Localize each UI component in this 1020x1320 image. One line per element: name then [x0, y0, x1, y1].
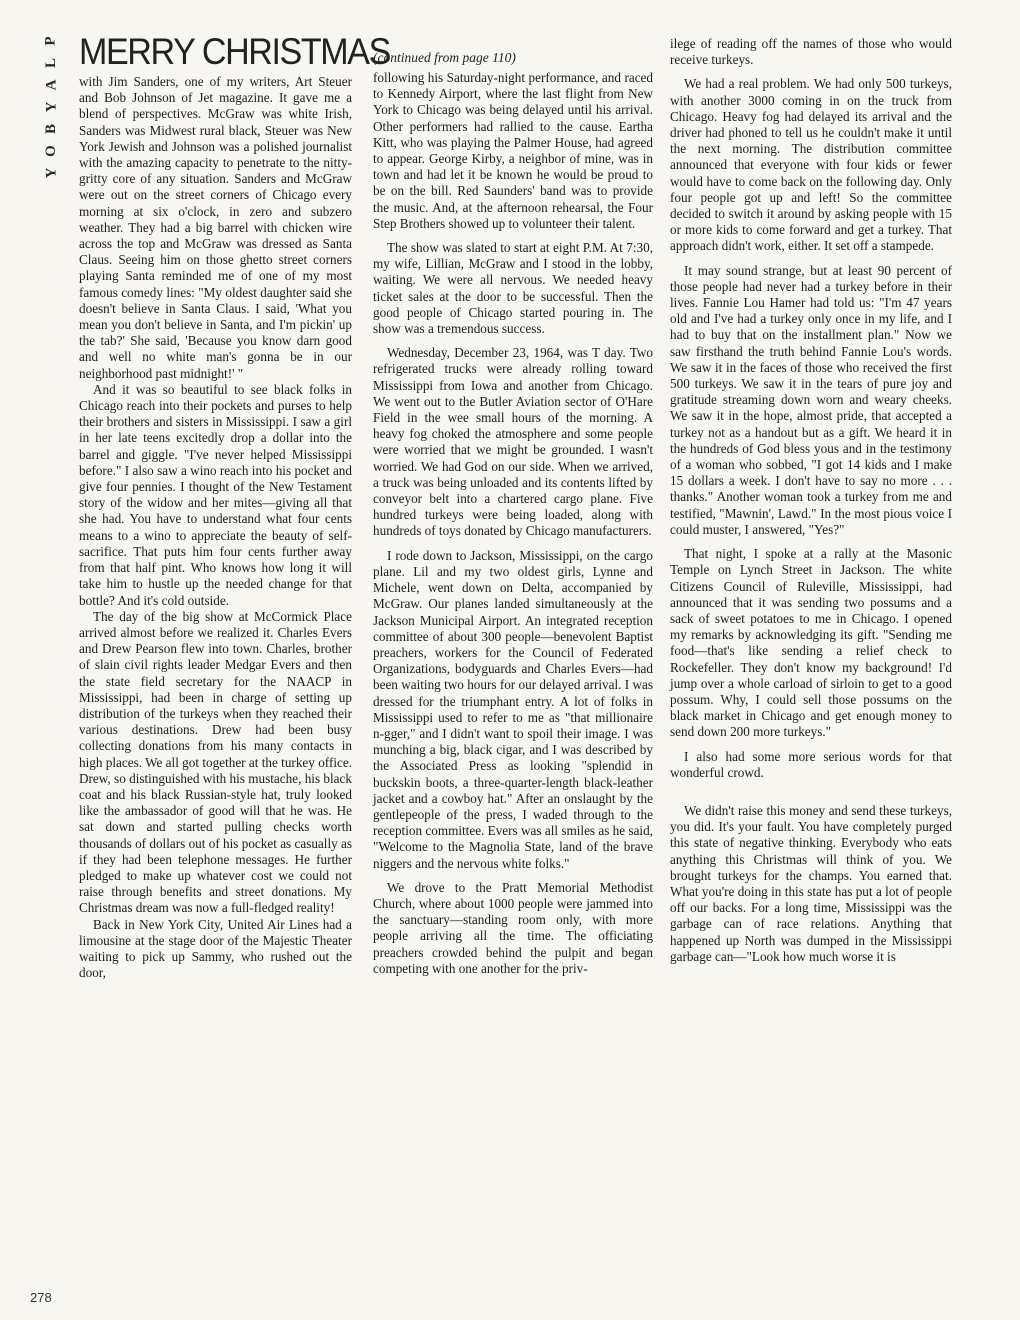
article-column-2: [373, 70, 653, 977]
paragraph: It may sound strange, but at least 90 percent of those people had never had a turkey before in their lives. Fannie Lou Hamer had told us: "I'm 47 years old and I've had a turkey only once in my life, and I had to buy that on the installment plan." Now we saw firsthand the truth behind Fannie Lou's words. We saw it in the faces of those who received the first 500 turkeys. We saw it in the tears of pure joy and gratitude streaming down worn and weary cheeks. We saw it in the hope, almost pride, that accepted a turkey not as a handout but as a gift. We heard it in the hundreds of God bless yous and in the testimony of a woman who sobbed, "I got 14 kids and I make 15 dollars a week. I don't have to say no more . . . thanks." Another woman took a turkey from me and testified, "Mawnin', Lawd." In the most pious voice I could muster, I answered, "Yes?": [670, 262, 952, 537]
paragraph: I rode down to Jackson, Mississippi, on the cargo plane. Lil and my two oldest girls, Lynne and Michele, went down on Delta, accompanied by McGraw. Our planes landed simultaneously at the Jackson Municipal Airport. An integrated reception committee of about 300 people—benevolent Baptist preachers, workers for the Council of Federated Organizations, bodyguards and Charles Evers—had been waiting two hours for our delayed arrival. I was dressed for the triumphant entry. A lot of folks in Mississippi used to refer to me as "that millionaire n-gger," and I didn't want to spoil their image. I was munching a big, black cigar, and I was described by the Associated Press as looking "splendid in buckskin boots, a three-quarter-length black-leather jacket and a cowboy hat." After an onslaught by the gentlepeople of the press, I waded through to the reception committee. Evers was all smiles as he said, "Welcome to the Magnolia State, land of the brave niggers and the nervous white folks.": [373, 547, 653, 871]
logo-letter: O: [42, 145, 59, 157]
paragraph: following his Saturday-night performance, and raced to Kennedy Airport, where the last flight from New York to Chicago was being delayed until his arrival. Other performers had rallied to the cause. Eartha Kitt, who was playing the Palmer House, had agreed to appear. George Kirby, a neighbor of mine, was in town and had let it be known he would be proud to be on the bill. Red Saunders' band was to provide the music. And, at the afternoon rehearsal, the Four Step Brothers showed up to volunteer their talent.: [373, 70, 653, 231]
paragraph: We drove to the Pratt Memorial Methodist Church, where about 1000 people were jammed into the sanctuary—standing room only, with more people arriving all the time. The officiating preachers crowded behind the pulpit and began competing with one another for the priv-: [373, 879, 653, 976]
paragraph: And it was so beautiful to see black folks in Chicago reach into their pockets and purses to help their brothers and sisters in Mississippi. I saw a girl in her late teens excitedly drop a dollar into the barrel and giggle. "I've never helped Mississippi before." I also saw a wino reach into his pocket and give four pennies. I thought of the New Testament story of the widow and her mites—giving all that she had. You have to understand what four cents means to a wino to appreciate the beauty of self-sacrifice. That puts him four cents further away from that half pint. Who knows how long it will take him to hustle up the needed change for that bottle? And it's cold outside.: [79, 381, 352, 608]
magazine-logo-vertical: [38, 30, 64, 184]
logo-letter: Y: [43, 167, 59, 179]
paragraph: That night, I spoke at a rally at the Masonic Temple on Lynch Street in Jackson. The white Citizens Council of Ruleville, Mississippi, had announced that it was sending two possums and a sack of sweet potatoes to me in Chicago. I opened my remarks by acknowledging its gift. "Sending me food—that's like sending a relief check to Rockefeller. They don't know my background! I'd jump over a whole carload of sirloin to get to a good possum. Why, I could sell those possums on the black market in Chicago and get enough money to send down 200 more turkeys.": [670, 546, 952, 740]
section-title: MERRY CHRISTMAS: [79, 31, 390, 72]
paragraph: The show was slated to start at eight P.M. At 7:30, my wife, Lillian, McGraw and I stood in the lobby, waiting. We were all nervous. We needed heavy ticket sales at the door to be successful. Then the good people of Chicago started pouring in. The show was a tremendous success.: [373, 240, 653, 337]
logo-letter: P: [42, 36, 59, 46]
logo-letter: L: [42, 57, 59, 69]
logo-letter: B: [42, 123, 59, 135]
paragraph: Back in New York City, United Air Lines had a limousine at the stage door of the Majestic Theater waiting to pick up Sammy, who rushed out the door,: [79, 916, 352, 981]
logo-letter: A: [43, 79, 59, 91]
paragraph: I also had some more serious words for that wonderful crowd.: [670, 748, 952, 780]
paragraph: ilege of reading off the names of those who would receive turkeys.: [670, 36, 952, 68]
paragraph: with Jim Sanders, one of my writers, Art Steuer and Bob Johnson of Jet magazine. It gave me a blend of perspectives. McGraw was white Irish, Sanders was Midwest rural black, Steuer was New York Jewish and Johnson was a polished journalist with the amazing capacity to penetrate to the nitty-gritty core of any situation. Sanders and McGraw were out on the street corners of Chicago every morning at six o'clock, in zero and subzero weather. They had a big barrel with chicken wire across the top and McGraw was dressed as Santa Claus. Seeing him on those ghetto street corners playing Santa reminded me of one of my most famous comedy lines: "My oldest daughter said she doesn't believe in Santa Claus. I said, 'What you mean you don't believe in Santa, and I'm pickin' up the tab?' She said, 'Because you know darn good and well no white man's gonna be in our neighborhood past midnight!' ": [79, 74, 352, 381]
quoted-speech: We didn't raise this money and send these turkeys, you did. It's your fault. You have completely purged this state of negative thinking. Everybody who eats anything this Christmas will think of you. We brought turkeys for the champs. You earned that. What you're doing in this state has put a lot of people off our backs. For a long time, Mississippi was the garbage can of race relations. Anything that happened up North was dumped in the Mississippi garbage can—"Look how much worse it is: [670, 802, 952, 964]
paragraph: The day of the big show at McCormick Place arrived almost before we realized it. Charles Evers and Drew Pearson flew into town. Charles, brother of slain civil rights leader Medgar Evers and then the state field secretary for the NAACP in Mississippi, had been in charge of setting up distribution of the turkeys when they reached their various destinations. Drew had been busy collecting donations from his many contacts in high places. We all got together at the turkey office. Drew, so distinguished with his mustache, his black coat and his black Russian-style hat, truly looked like the ambassador of good will that he was. He sat down and started pulling checks worth thousands of dollars out of his pocket as casually as if they had been telephone messages. He further pledged to make up whatever cost we could not raise through benefits and street donations. My Christmas dream was now a full-fledged reality!: [79, 608, 352, 916]
logo-letter: Y: [43, 101, 59, 113]
page-number: 278: [30, 1290, 52, 1305]
continued-label: (continued from page 110): [373, 50, 516, 65]
article-column-3: [670, 36, 952, 965]
paragraph: We had a real problem. We had only 500 turkeys, with another 3000 coming in on the truck from Chicago. Heavy fog had delayed its arrival and the driver had phoned to tell us he couldn't make it until the next morning. The distribution committee announced that everyone with four kids or fewer would have to come back on the following day. Only four people got up and left! So the committee decided to switch it around by asking people with 15 or more kids to come forward and get a turkey. That approach didn't work, either. It set off a stampede.: [670, 76, 952, 254]
article-column-1: [79, 31, 390, 981]
paragraph: Wednesday, December 23, 1964, was T day. Two refrigerated trucks were already rolling toward Mississippi from Iowa and another from Chicago. We went out to the Butler Aviation sector of O'Hare Field in the wee small hours of the morning. A heavy fog choked the atmosphere and some people were worried that we might be grounded. I wasn't worried. We had God on our side. When we arrived, a truck was being unloaded and its contents lifted by conveyor belt into a chartered cargo plane. Five hundred turkeys were being loaded, along with hundreds of toys donated by Chicago manufacturers.: [373, 345, 653, 539]
